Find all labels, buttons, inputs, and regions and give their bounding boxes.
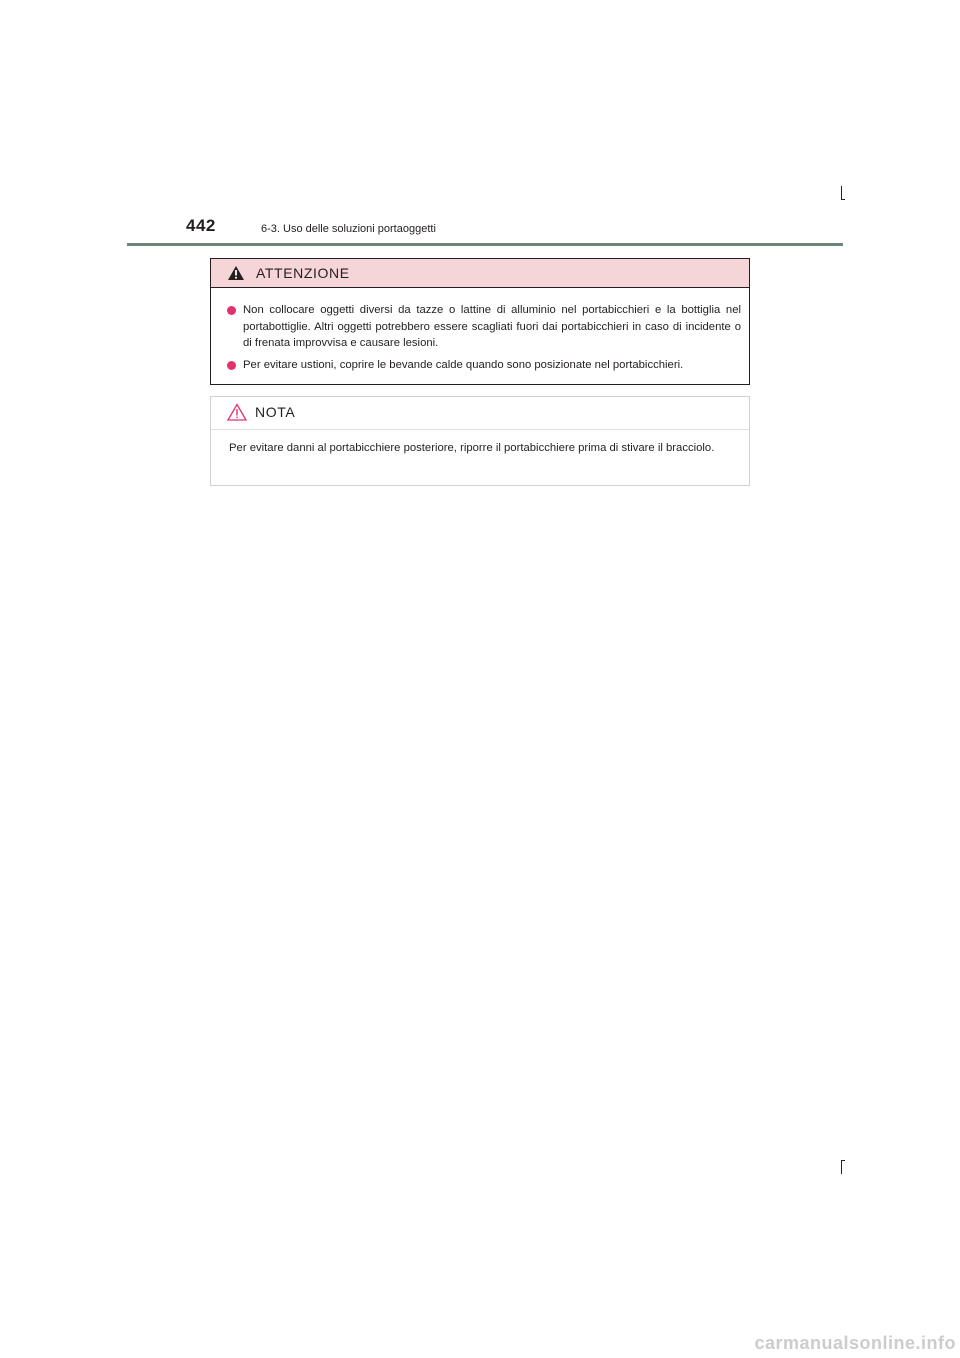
note-box	[210, 396, 750, 486]
caution-item-text: Non collocare oggetti diversi da tazze o lattine di alluminio nel portabicchieri e la bottiglia nel portabottiglie. Altri oggetti potrebbero essere scagliati fuori dai portabicchieri in caso di incidente o di frenata improvvisa e causare lesioni.	[243, 304, 741, 349]
warning-triangle-outline-icon	[227, 403, 247, 421]
caution-box	[210, 258, 750, 385]
caution-header	[211, 259, 749, 288]
crop-mark-top	[841, 186, 842, 200]
header-rule	[127, 243, 843, 246]
crop-mark-bottom-foot	[841, 1160, 845, 1161]
note-text: Per evitare danni al portabicchiere posteriore, riporre il portabicchiere prima di stivare il bracciolo.	[229, 442, 715, 454]
caution-item-text: Per evitare ustioni, coprire le bevande calde quando sono posizionate nel portabicchieri.	[243, 358, 684, 371]
warning-triangle-icon	[227, 265, 245, 281]
crop-mark-bottom	[841, 1160, 842, 1174]
bullet-dot-icon	[227, 306, 236, 315]
section-title: 6-3. Uso delle soluzioni portaoggetti	[261, 223, 436, 235]
watermark: carmanualsonline.info	[754, 1333, 956, 1353]
page-header	[186, 216, 842, 244]
bullet-dot-icon	[227, 361, 236, 370]
caution-item	[225, 302, 741, 352]
note-header	[211, 397, 749, 430]
caution-title: ATTENZIONE	[256, 265, 350, 281]
note-title: NOTA	[255, 404, 296, 420]
page-number: 442	[186, 216, 216, 235]
caution-item	[225, 357, 741, 374]
caution-body	[211, 288, 749, 373]
crop-mark-top-foot	[841, 199, 845, 200]
